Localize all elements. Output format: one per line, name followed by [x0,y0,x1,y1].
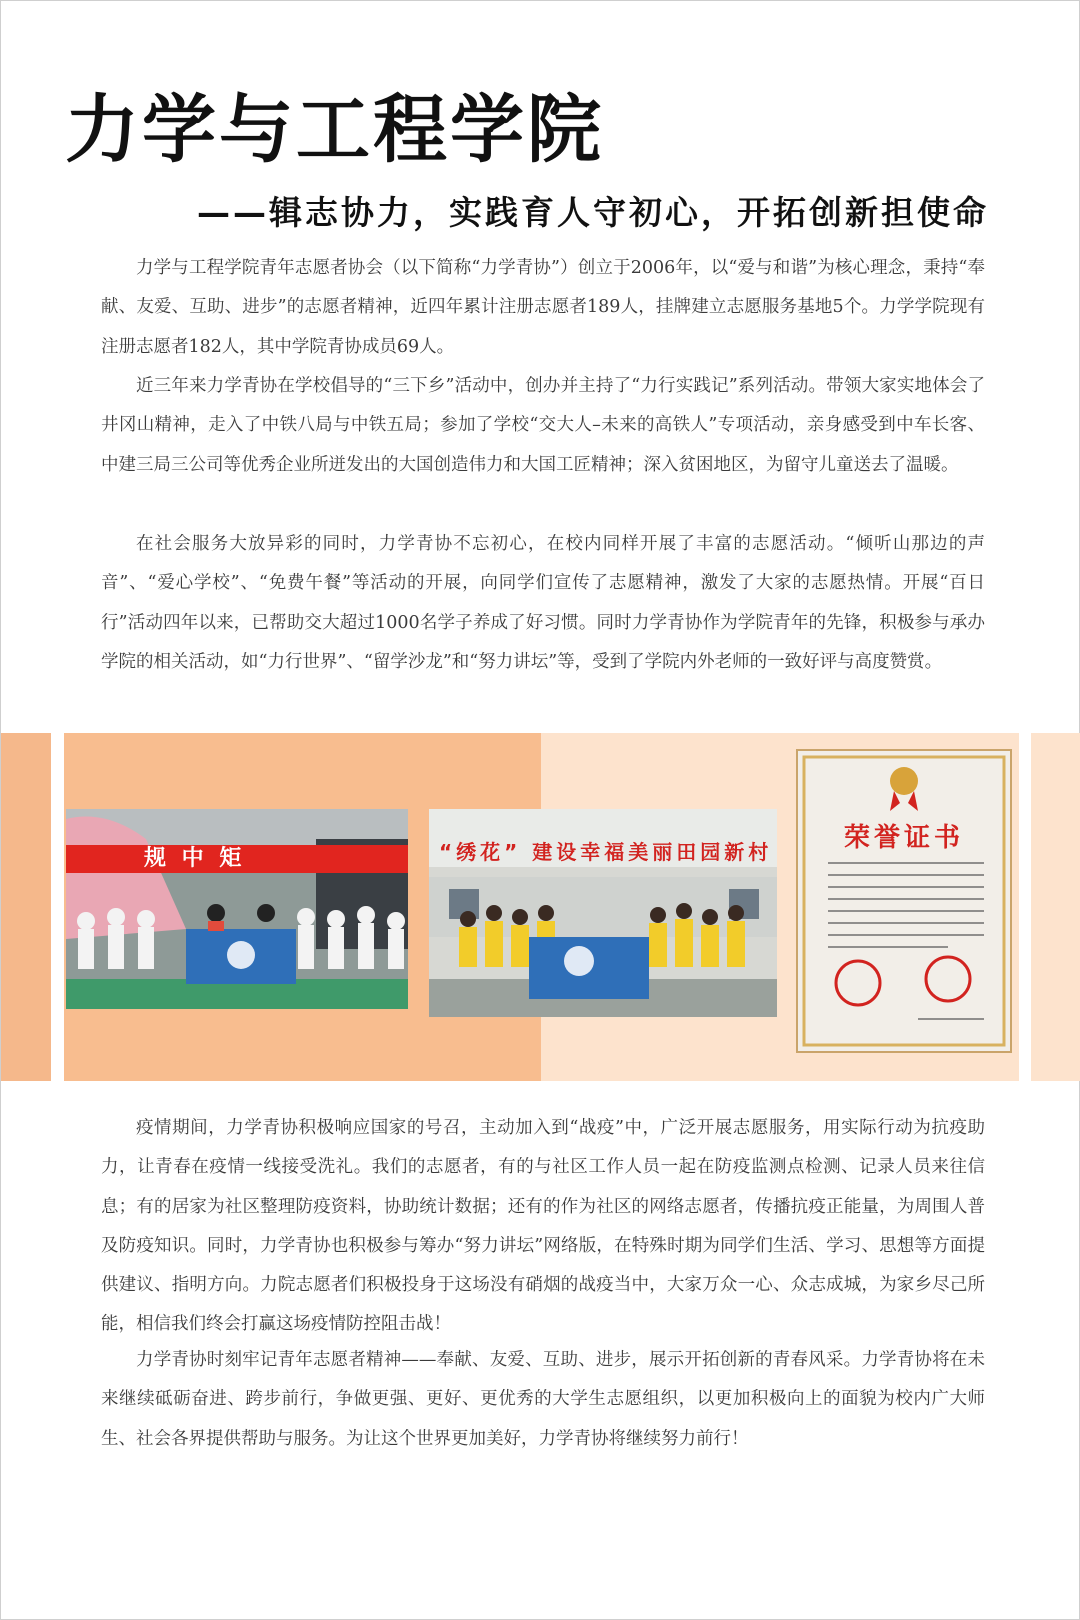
group-photo-hall-image [66,809,408,1009]
campus-activities-paragraph: 在社会服务大放异彩的同时，力学青协不忘初心，在校内同样开展了丰富的志愿活动。“倾听山那边的声音”、“爱心学校”、“免费午餐”等活动的开展，向同学们宣传了志愿精神，激发了大家的志愿热情。开展“百日行”活动四年以来，已帮助交大超过1000名学子养成了好习惯。同时力学青协作为学院青年的先锋，积极参与承办学院的相关活动，如“力行世界”、“留学沙龙”和“努力讲坛”等，受到了学院内外老师的一致好评与高度赞赏。 [101,534,985,672]
pandemic-paragraph: 疫情期间，力学青协积极响应国家的号召，主动加入到“战疫”中，广泛开展志愿服务，用实际行动为抗疫助力，让青春在疫情一线接受洗礼。我们的志愿者，有的与社区工作人员一起在防疫监测点检测、记录人员来往信息；有的居家为社区整理防疫资料，协助统计数据；还有的作为社区的网络志愿者，传播抗疫正能量，为周围人普及防疫知识。同时，力学青协也积极参与筹办“努力讲坛”网络版，在特殊时期为同学们生活、学习、思想等方面提供建议、指明方向。力院志愿者们积极投身于这场没有硝烟的战疫当中，大家万众一心、众志成城，为家乡尽己所能，相信我们终会打赢这场疫情防控阻击战！ [101,1118,985,1335]
honor-certificate-photo [796,749,1012,1053]
certificate-title: 荣誉证书 [843,823,964,853]
honor-certificate-image [798,751,1010,1051]
group-photo-hall [66,809,408,1009]
band-left-strip [1,733,51,1081]
photo1-banner: 规 中 矩 [66,845,408,873]
page-subtitle: ——辑志协力，实践育人守初心，开拓创新担使命 [197,193,989,232]
intro-paragraph: 力学与工程学院青年志愿者协会（以下简称“力学青协”）创立于2006年，以“爱与和谐”为核心理念，秉持“奉献、友爱、互助、进步”的志愿者精神，近四年累计注册志愿者189人，挂牌建立志愿服务基地5个。力学学院现有注册志愿者182人，其中学院青协成员69人。 [101,258,985,357]
closing-paragraph: 力学青协时刻牢记青年志愿者精神——奉献、友爱、互助、进步，展示开拓创新的青春风采。力学青协将在未来继续砥砺奋进、跨步前行，争做更强、更好、更优秀的大学生志愿组织，以更加积极向上的面貌为校内广大师生、社会各界提供帮助与服务。为让这个世界更加美好，力学青协将继续努力前行！ [101,1350,985,1449]
group-photo-village [429,809,777,1017]
practice-paragraph: 近三年来力学青协在学校倡导的“三下乡”活动中，创办并主持了“力行实践记”系列活动。带领大家实地体会了井冈山精神，走入了中铁八局与中铁五局；参加了学校“交大人–未来的高铁人”专项活动，亲身感受到中车长客、中建三局三公司等优秀企业所迸发出的大国创造伟力和大国工匠精神；深入贫困地区，为留守儿童送去了温暖。 [101,376,985,475]
photo2-banner: “绣花” 建设幸福美丽田园新村 [429,837,777,867]
band-right-strip [1031,733,1080,1081]
page-title: 力学与工程学院 [65,87,604,173]
